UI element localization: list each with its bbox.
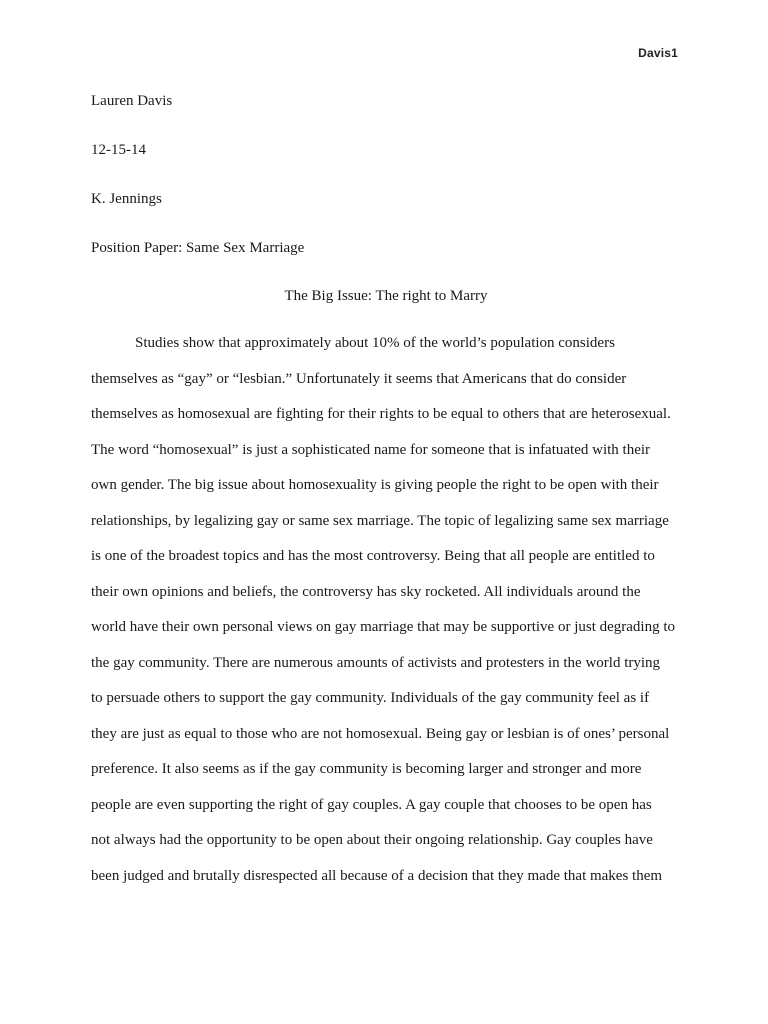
body-line: is one of the broadest topics and has the most controversy. Being that all people are entitled to: [91, 548, 655, 564]
body-line: world have their own personal views on gay marriage that may be supportive or just degrading to: [91, 619, 676, 635]
body-line: people are even supporting the right of gay couples. A gay couple that chooses to be open has: [91, 796, 652, 813]
body-line: the gay community. There are numerous amounts of activists and protesters in the world trying: [91, 654, 661, 671]
body-line: they are just as equal to those who are not homosexual. Being gay or lesbian is of ones’ personal: [91, 725, 670, 742]
body-line: been judged and brutally disrespected all because of a decision that they made that makes them: [91, 867, 663, 884]
body-line: Studies show that approximately about 10% of the world’s population considers: [135, 335, 615, 351]
author-name: Lauren Davis: [91, 93, 173, 109]
body-line: not always had the opportunity to be open about their ongoing relationship. Gay couples have: [91, 832, 653, 848]
paper-title: The Big Issue: The right to Marry: [284, 288, 488, 304]
body-line: their own opinions and beliefs, the controversy has sky rocketed. All individuals around the: [91, 583, 641, 600]
body-line: themselves as homosexual are fighting for their rights to be equal to others that are heterosexual.: [91, 406, 671, 422]
instructor-name: K. Jennings: [91, 191, 162, 207]
body-line: preference. It also seems as if the gay community is becoming larger and stronger and more: [91, 761, 642, 777]
body-line: relationships, by legalizing gay or same sex marriage. The topic of legalizing same sex marriage: [91, 512, 669, 529]
mla-heading: [91, 92, 681, 288]
paper-date: 12-15-14: [91, 142, 146, 158]
running-head: Davis1: [638, 46, 678, 60]
assignment-name: Position Paper: Same Sex Marriage: [91, 240, 305, 256]
body-line: themselves as “gay” or “lesbian.” Unfortunately it seems that Americans that do consider: [91, 370, 627, 387]
body-paragraph: [91, 334, 691, 902]
body-line: to persuade others to support the gay community. Individuals of the gay community feel as if: [91, 690, 650, 706]
body-line: The word “homosexual” is just a sophisticated name for someone that is infatuated with their: [91, 441, 651, 458]
body-line: own gender. The big issue about homosexuality is giving people the right to be open with their: [91, 477, 659, 493]
